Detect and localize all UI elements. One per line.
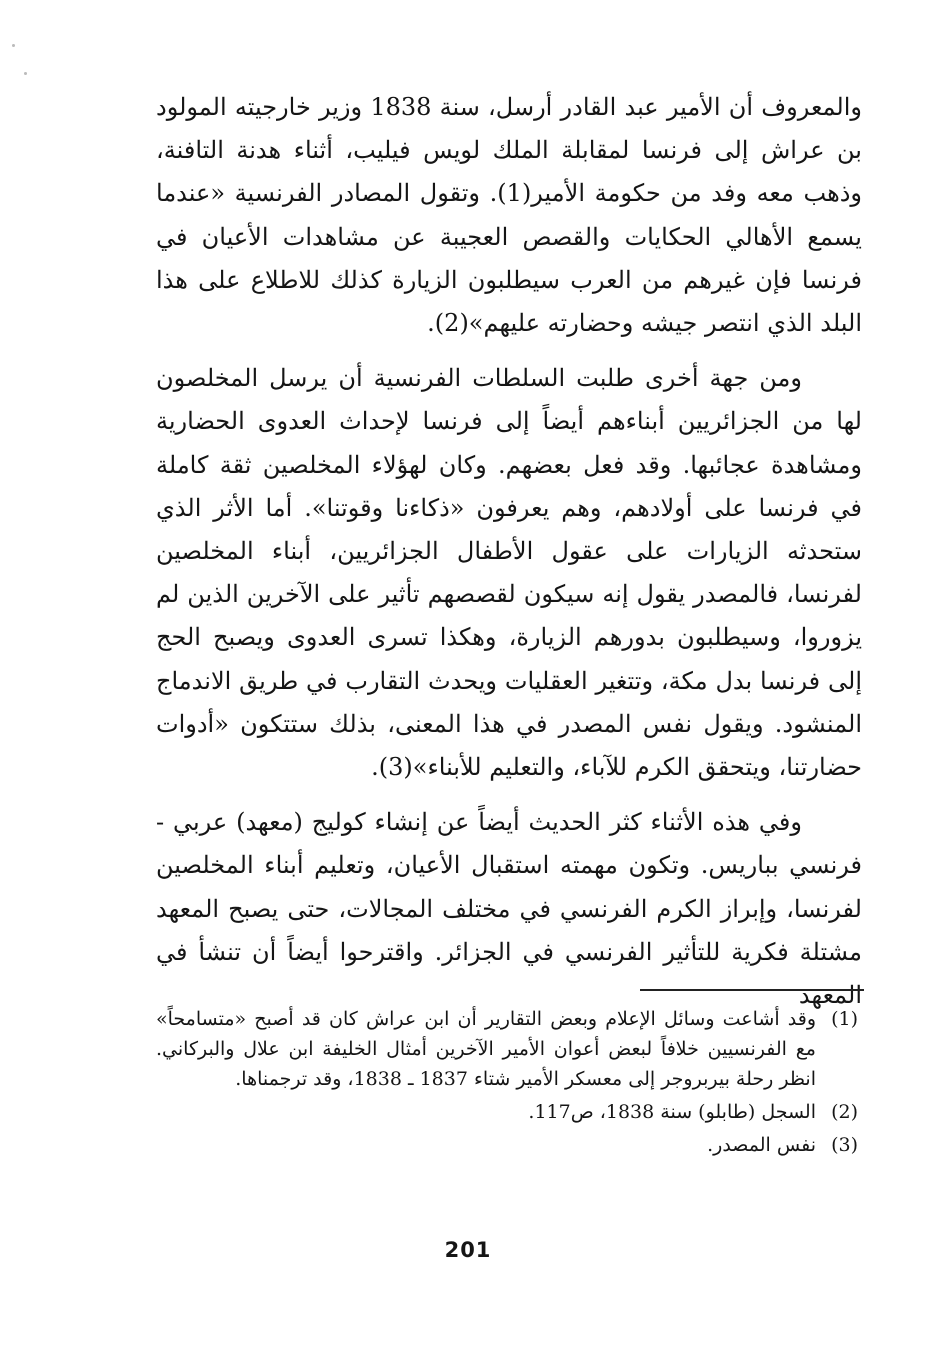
- paragraph-2: ومن جهة أخرى طلبت السلطات الفرنسية أن يرسل المخلصون لها من الجزائريين أبناءهم أيضاً إلى فرنسا لإحداث العدوى الحضارية ومشاهدة عجائبها. وقد فعل بعضهم. وكان لهؤلاء المخلصين ثقة كاملة في فرنسا على أولادهم، وهم يعرفون «ذكاءنا وقوتنا». أما الأثر الذي ستحدثه الزيارات على عقول الأطفال الجزائريين، أبناء المخلصين لفرنسا، فالمصدر يقول إنه سيكون لقصصهم تأثير على الآخرين الذين لم يزوروا، وسيطلبون بدورهم الزيارة، وهكذا تسرى العدوى ويصبح الحج إلى فرنسا بدل مكة، وتتغير العقليات ويحدث التقارب في طريق الاندماج المنشود. ويقول نفس المصدر في هذا المعنى، بذلك ستتكون «أدوات حضارتنا، ويتحقق الكرم للآباء، والتعليم للأبناء»(3).: [156, 364, 862, 782]
- scan-speck: [12, 44, 15, 47]
- footnote-text: السجل (طابلو) سنة 1838، ص117.: [528, 1101, 816, 1123]
- footnote-text: وقد أشاعت وسائل الإعلام وبعض التقارير أن ابن عراش كان قد أصبح «متسامحاً» مع الفرنسيين خلافاً لبعض أعوان الأمير الآخرين أمثال الخليفة ابن علال والبركاني. انظر رحلة بيربروجر إلى معسكر الأمير شتاء 1837 ـ 1838، وقد ترجمناها.: [156, 1008, 816, 1090]
- main-text: [156, 86, 862, 1017]
- footnote-1: [156, 1004, 858, 1094]
- paragraph-1: والمعروف أن الأمير عبد القادر أرسل، سنة 1838 وزير خارجيته المولود بن عراش إلى فرنسا لمقابلة الملك لويس فيليب، أثناء هدنة التافنة، وذهب معه وفد من حكومة الأمير(1). وتقول المصادر الفرنسية «عندما يسمع الأهالي الحكايات والقصص العجيبة عن مشاهدات الأعيان في فرنسا فإن غيرهم من العرب سيطلبون الزيارة كذلك للاطلاع على هذا البلد الذي انتصر جيشه وحضارته عليهم»(2).: [156, 93, 863, 338]
- footnotes: [156, 1004, 858, 1163]
- footnote-number: (2): [831, 1101, 858, 1123]
- footnote-2: [156, 1097, 858, 1127]
- scan-speck: [24, 72, 27, 75]
- page-number: 201: [444, 1238, 492, 1262]
- footnote-number: (3): [831, 1134, 858, 1156]
- footnote-separator: [640, 989, 864, 991]
- footnote-text: نفس المصدر.: [707, 1134, 816, 1156]
- footnote-number: (1): [831, 1008, 858, 1030]
- paragraph-3: وفي هذه الأثناء كثر الحديث أيضاً عن إنشاء كوليج (معهد) عربي - فرنسي بباريس. وتكون مهمته استقبال الأعيان، وتعليم أبناء المخلصين لفرنسا، وإبراز الكرم الفرنسي في مختلف المجالات، حتى يصبح المعهد مشتلة فكرية للتأثير الفرنسي في الجزائر. واقترحوا أيضاً أن تنشأ في المعهد: [156, 808, 862, 1010]
- footnote-3: [156, 1130, 858, 1160]
